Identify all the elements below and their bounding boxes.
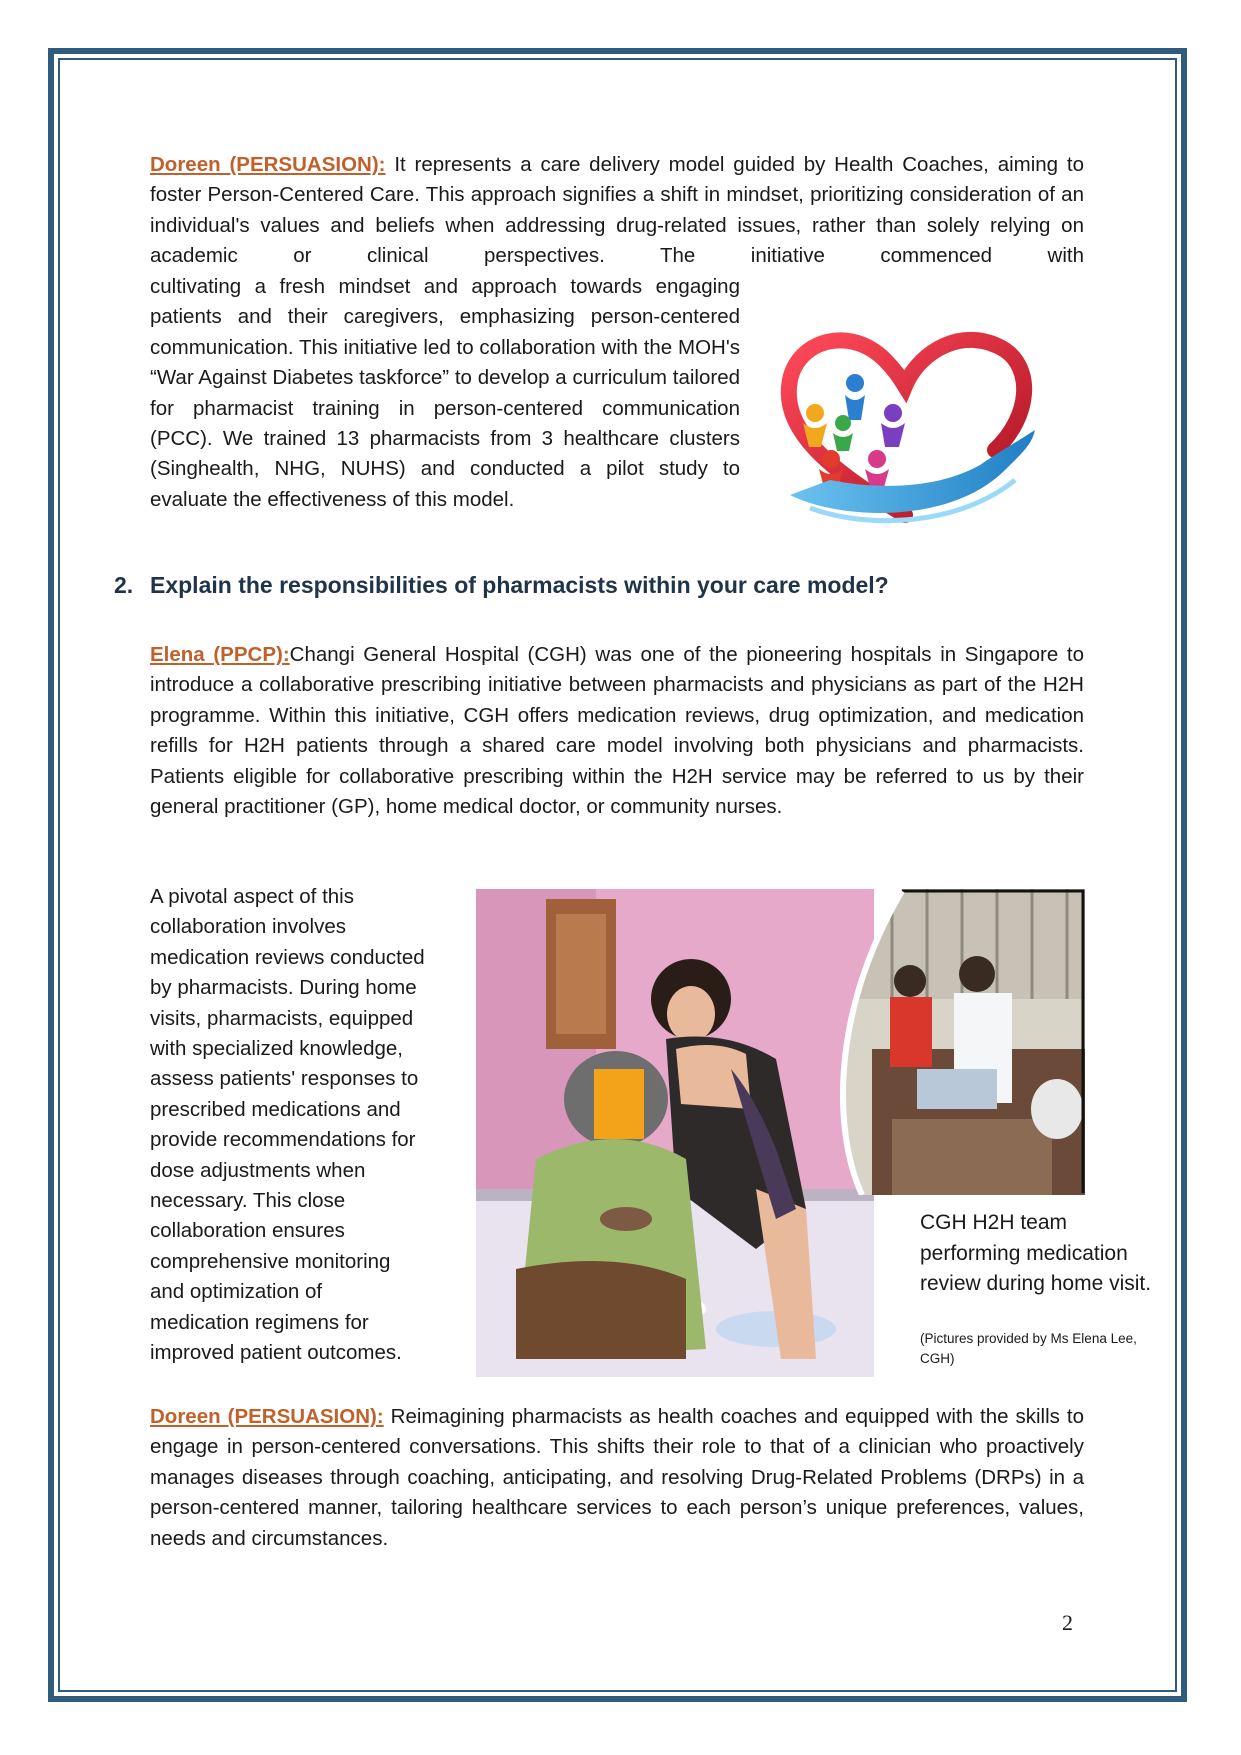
question-number: 2. [114, 572, 134, 598]
heart-hand-care-logo [770, 320, 1040, 535]
para3-line: improved patient outcomes. [150, 1341, 402, 1365]
para3-line: with specialized knowledge, [150, 1037, 403, 1061]
home-visit-inset-photo [832, 889, 1085, 1195]
para1-text-narrow: cultivating a fresh mindset and approach towards engaging patients and their caregivers, emphasizing person-centered communication. This initiative led to collaboration with the MOH's “War Against Diabetes taskforce” to develop a curriculum tailored for pharmacist training in person-centered communication (PCC). We trained 13 pharmacists from 3 healthcare clusters (Singhealth, NHG, NUHS) and conducted a pilot study to evaluate the effectiveness of this model. [150, 275, 740, 511]
para4-text: Reimagining pharmacists as health coaches and equipped with the skills to engage in person-centered conversations. This shifts their role to that of a clinician who proactively manages diseases through coaching, anticipating, and resolving Drug-Related Problems (DRPs) in a person-centered manner, tailoring healthcare services to each person’s unique preferences, values, needs and circumstances. [150, 1405, 1085, 1550]
para3-line: medication regimens for [150, 1310, 369, 1334]
para3-line: collaboration ensures [150, 1219, 345, 1243]
para3-line: necessary. This close [150, 1189, 346, 1213]
para3-line: prescribed medications and [150, 1097, 401, 1121]
question-heading [114, 572, 889, 599]
page-number: 2 [1062, 1610, 1073, 1635]
para3-line: by pharmacists. During home [150, 976, 417, 1000]
para3-line: visits, pharmacists, equipped [150, 1006, 414, 1030]
photo-caption: CGH H2H team performing medication review during home visit. [920, 1211, 1152, 1295]
para3-line: dose adjustments when [150, 1158, 366, 1182]
para1-text: It represents a care delivery model guided by Health Coaches, aiming to foster Person-Centered Care. This approach signifies a shift in mindset, prioritizing consideration of an individual's values and beliefs when addressing drug-related issues, rather than solely relying on academic or clinical perspectives. The initiative commenced with [150, 153, 1085, 268]
para2 [150, 640, 1084, 822]
para3-line: A pivotal aspect of this [150, 885, 354, 908]
para1-full [150, 150, 1084, 272]
para2-text: Changi General Hospital (CGH) was one of the pioneering hospitals in Singapore to introduce a collaborative prescribing initiative between pharmacists and physicians as part of the H2H programme. Within this initiative, CGH offers medication reviews, drug optimization, and medication refills for H2H patients through a shared care model involving both physicians and pharmacists. Patients eligible for collaborative prescribing within the H2H service may be referred to us by their general practitioner (GP), home medical doctor, or community nurses. [150, 643, 1084, 819]
para3-line: comprehensive monitoring [150, 1249, 391, 1273]
para3 [150, 882, 470, 1369]
para3-line: provide recommendations for [150, 1128, 416, 1152]
speaker-label: Elena (PPCP): [150, 643, 290, 666]
para3-line: medication reviews conducted [150, 945, 425, 969]
para3-line: and optimization of [150, 1280, 323, 1304]
speaker-label: Doreen (PERSUASION): [150, 1405, 384, 1428]
question-text: Explain the responsibilities of pharmacists within your care model? [150, 572, 889, 598]
speaker-label: Doreen (PERSUASION): [150, 153, 386, 176]
para3-line: assess patients' responses to [150, 1067, 419, 1091]
para3-line: collaboration involves [150, 915, 347, 939]
para4 [150, 1402, 1084, 1554]
para1-narrow [150, 272, 740, 515]
home-visit-photo [476, 889, 874, 1377]
photo-credit: (Pictures provided by Ms Elena Lee, CGH) [920, 1331, 1137, 1366]
